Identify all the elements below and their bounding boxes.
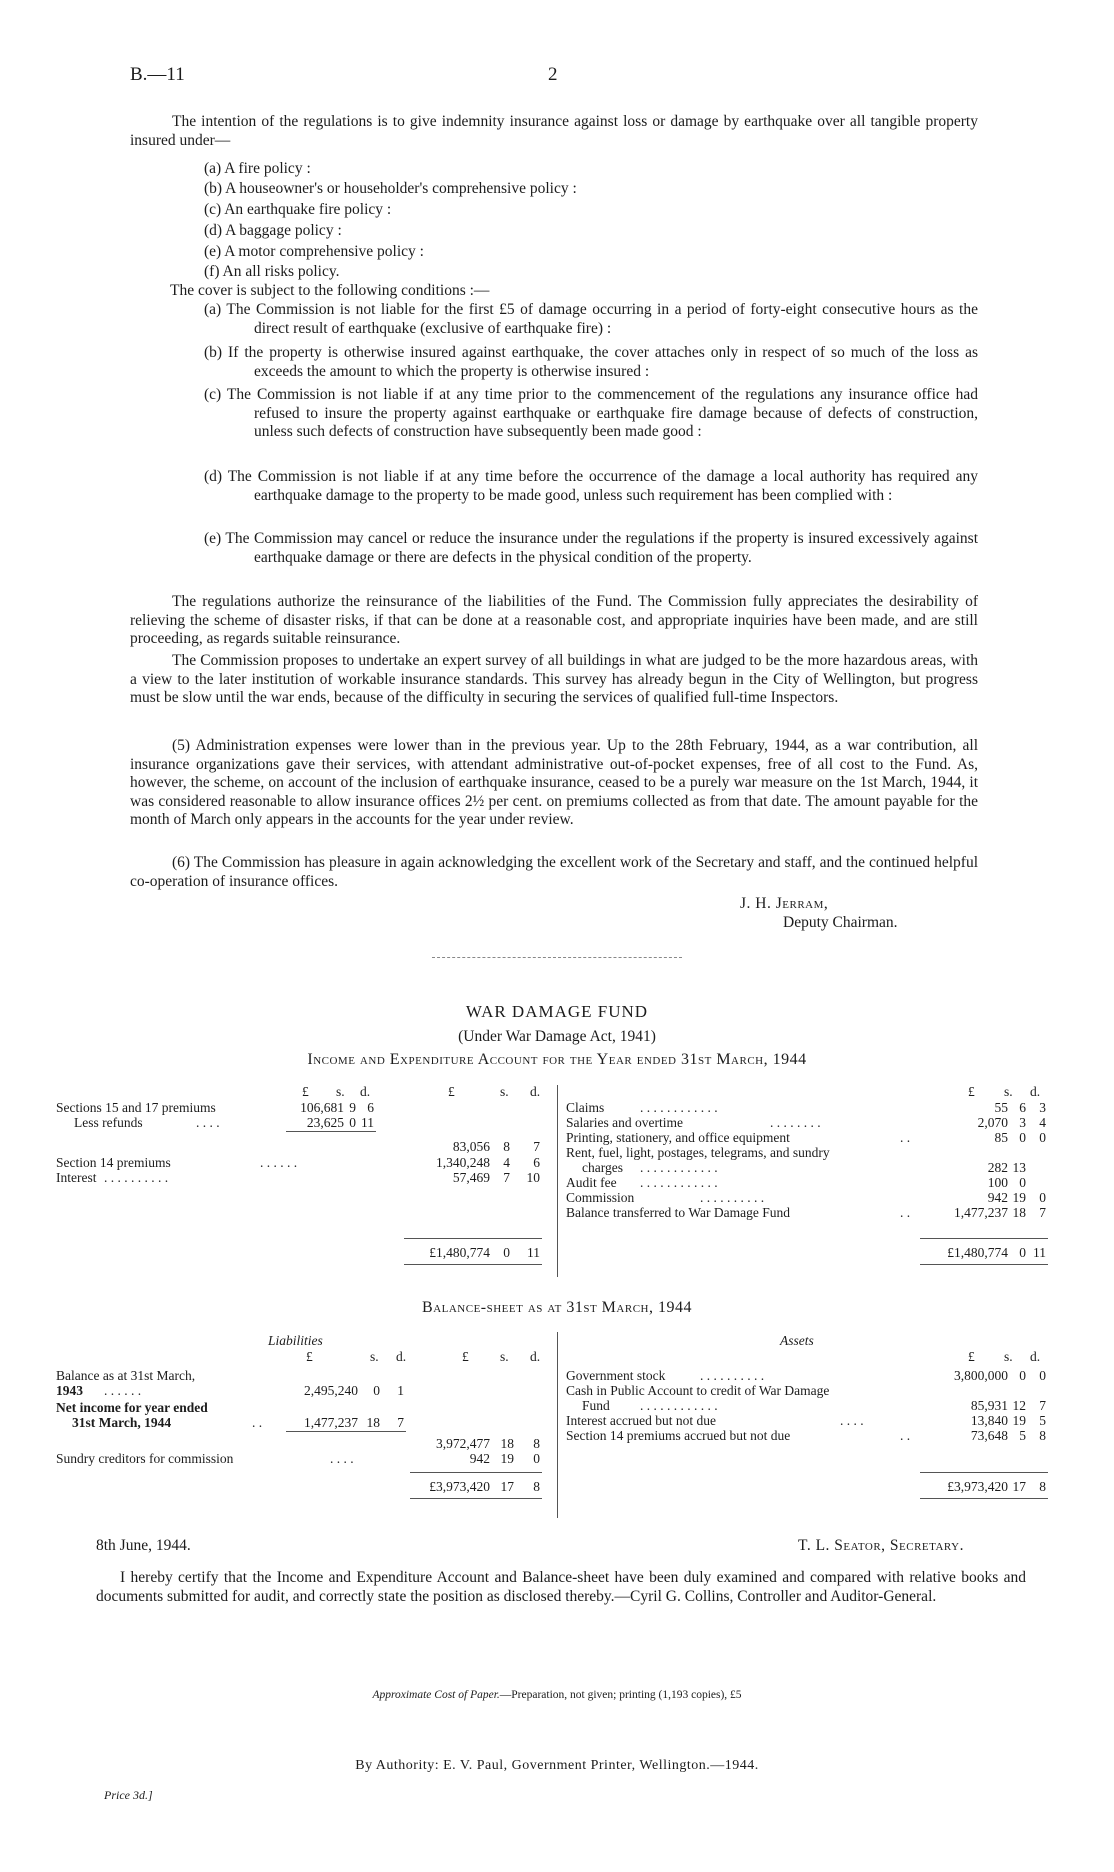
column-head: s.	[500, 1349, 509, 1364]
total-rule	[920, 1264, 1048, 1265]
expenditure-shillings: 19	[1012, 1190, 1026, 1205]
asset-label: Cash in Public Account to credit of War Damage	[566, 1383, 830, 1398]
fund-title: WAR DAMAGE FUND	[465, 1002, 649, 1021]
assets-total-shillings: 17	[1012, 1479, 1026, 1494]
leader-dots: . . . . . . . . . . . .	[640, 1398, 718, 1413]
column-head: d.	[530, 1084, 541, 1099]
income-pence: 11	[361, 1115, 374, 1130]
leader-dots: . . . . . . . . . .	[700, 1368, 765, 1383]
balance-sheet-title: Balance-sheet as at 31st March, 1944	[422, 1299, 692, 1316]
asset-shillings: 12	[1012, 1398, 1026, 1413]
expenditure-label: Audit fee	[566, 1175, 617, 1190]
expenditure-shillings: 0	[1019, 1130, 1026, 1145]
cost-note-label: Approximate Cost of Paper.	[372, 1689, 500, 1701]
expenditure-pounds: 100	[987, 1175, 1008, 1190]
liability-pounds: 3,972,477	[436, 1436, 490, 1451]
asset-label: Government stock	[566, 1368, 666, 1383]
liabilities-heading: Liabilities	[268, 1333, 323, 1348]
leader-dots: . . . .	[840, 1413, 864, 1428]
price-note: Price 3d.]	[104, 1788, 153, 1802]
expenditure-pence: 3	[1039, 1100, 1046, 1115]
column-head: £	[448, 1084, 455, 1099]
income-label: Less refunds	[74, 1115, 143, 1130]
section-divider	[432, 957, 682, 958]
expenditure-label: Commission	[566, 1190, 635, 1205]
total-rule	[404, 1238, 542, 1239]
liability-pence: 1	[397, 1383, 404, 1398]
total-rule	[920, 1498, 1048, 1499]
column-head: £	[306, 1349, 313, 1364]
liability-pounds: 2,495,240	[304, 1383, 358, 1398]
liability-label: Balance as at 31st March,	[56, 1368, 196, 1383]
asset-shillings: 0	[1019, 1368, 1026, 1383]
survey-paragraph: The Commission proposes to undertake an expert survey of all buildings in what are judged to be the more hazardous areas, with a view to the later institution of workable insurance standards. This survey has already begun in the City of Wellington, but progress must be slow until the war ends, because of the difficulty in securing the services of qualified full-time Inspectors.	[130, 652, 978, 707]
expenditure-pounds: 942	[987, 1190, 1008, 1205]
total-rule	[920, 1472, 1048, 1473]
printer-imprint: By Authority: E. V. Paul, Government Printer, Wellington.—1944.	[355, 1758, 759, 1773]
policy-item: (d) A baggage policy :	[204, 222, 342, 239]
condition-item: (c) The Commission is not liable if at any time prior to the commencement of the regulations any insurance office had refused to insure the property against earthquake or earthquake fire damage because of defects of construction, unless such defects of construction have subsequently been made good :	[204, 386, 978, 441]
expenditure-total-shillings: 0	[1019, 1245, 1026, 1260]
policy-item: (c) An earthquake fire policy :	[204, 201, 392, 218]
condition-item: (a) The Commission is not liable for the first £5 of damage occurring in a period of forty-eight consecutive hours as the direct result of earthquake (exclusive of earthquake fire) :	[204, 301, 978, 337]
policy-item: (e) A motor comprehensive policy :	[204, 243, 424, 260]
expenditure-label: Balance transferred to War Damage Fund	[566, 1205, 790, 1220]
fund-act: (Under War Damage Act, 1941)	[458, 1028, 656, 1045]
reinsurance-paragraph: The regulations authorize the reinsurance of the liabilities of the Fund. The Commission fully appreciates the desirability of relieving the scheme of disaster risks, if that can be done at a reasonable cost, and appropriate inquiries have been made, and are still proceeding, as regards suitable reinsurance.	[130, 593, 978, 648]
income-pounds: 83,056	[452, 1139, 490, 1154]
subtotal-rule	[286, 1131, 376, 1132]
column-head: £	[968, 1349, 975, 1364]
expenditure-pounds: 1,477,237	[954, 1205, 1008, 1220]
condition-item: (e) The Commission may cancel or reduce the insurance under the regulations if the property is insured excessively against earthquake damage or there are defects in the physical condition of the property.	[204, 530, 978, 566]
asset-pence: 5	[1039, 1413, 1046, 1428]
asset-label: Fund	[582, 1398, 610, 1413]
assets-total-pounds: £3,973,420	[947, 1479, 1008, 1494]
asset-pence: 8	[1039, 1428, 1046, 1443]
liabilities-total-pounds: £3,973,420	[429, 1479, 490, 1494]
asset-pounds: 73,648	[970, 1428, 1008, 1443]
asset-pence: 0	[1039, 1368, 1046, 1383]
expenditure-label: Printing, stationery, and office equipment	[566, 1130, 790, 1145]
expenditure-pounds: 55	[994, 1100, 1008, 1115]
condition-item: (d) The Commission is not liable if at any time before the occurrence of the damage a local authority has required any earthquake damage to the property to be made good, unless such requirement has been complied with :	[204, 468, 978, 504]
leader-dots: . .	[900, 1205, 911, 1220]
asset-pounds: 13,840	[970, 1413, 1008, 1428]
income-shillings: 9	[349, 1100, 356, 1115]
liability-shillings: 18	[366, 1415, 380, 1430]
asset-pounds: 3,800,000	[954, 1368, 1008, 1383]
document-reference: B.—11	[130, 64, 185, 85]
asset-pounds: 85,931	[970, 1398, 1008, 1413]
income-total-pence: 11	[527, 1245, 540, 1260]
expenditure-pounds: 282	[987, 1160, 1008, 1175]
liabilities-total-pence: 8	[533, 1479, 540, 1494]
expenditure-label: Claims	[566, 1100, 605, 1115]
page-number: 2	[548, 64, 558, 85]
income-shillings: 0	[349, 1115, 356, 1130]
column-head: d.	[1030, 1084, 1041, 1099]
leader-dots: . . . . . . . . . . . .	[640, 1100, 718, 1115]
liability-shillings: 19	[500, 1451, 514, 1466]
policy-item: (f) An all risks policy.	[204, 263, 340, 280]
liabilities-total-shillings: 17	[500, 1479, 514, 1494]
account-title: Income and Expenditure Account for the Year ended 31st March, 1944	[307, 1051, 807, 1068]
income-label: Sections 15 and 17 premiums	[56, 1100, 216, 1115]
expenditure-total-pounds: £1,480,774	[947, 1245, 1008, 1260]
expenditure-label: charges	[582, 1160, 623, 1175]
expenditure-shillings: 18	[1012, 1205, 1026, 1220]
income-pounds: 23,625	[306, 1115, 344, 1130]
expenditure-label: Rent, fuel, light, postages, telegrams, and sundry	[566, 1145, 830, 1160]
leader-dots: . . . . . . . . . . . .	[640, 1160, 718, 1175]
expenditure-label: Salaries and overtime	[566, 1115, 683, 1130]
column-head: s.	[500, 1084, 509, 1099]
column-head: d.	[1030, 1349, 1041, 1364]
income-pence: 10	[526, 1170, 540, 1185]
liability-label: 31st March, 1944	[72, 1415, 172, 1430]
leader-dots: . . . . . . . .	[770, 1115, 821, 1130]
expenditure-pence: 4	[1039, 1115, 1046, 1130]
expenditure-shillings: 6	[1019, 1100, 1026, 1115]
column-head: s.	[1004, 1084, 1013, 1099]
total-rule	[920, 1238, 1048, 1239]
total-rule	[404, 1264, 542, 1265]
income-total-shillings: 0	[503, 1245, 510, 1260]
income-label: Section 14 premiums	[56, 1155, 171, 1170]
column-head: d.	[360, 1084, 371, 1099]
administration-paragraph: (5) Administration expenses were lower than in the previous year. Up to the 28th February, 1944, as a war contribution, all insurance organizations gave their services, with attendant administrative out-of-pocket expenses, free of all cost to the Fund. As, however, the scheme, on account of the inclusion of earthquake insurance, ceased to be a purely war measure on the 1st March, 1944, it was considered reasonable to allow insurance offices 2½ per cent. on premiums collected as from that date. The amount payable for the month of March only appears in the accounts for the year under review.	[130, 737, 978, 829]
policy-item: (b) A houseowner's or householder's comprehensive policy :	[204, 180, 577, 197]
income-pounds: 57,469	[452, 1170, 490, 1185]
expenditure-pounds: 85	[994, 1130, 1008, 1145]
liability-label: 1943	[56, 1383, 83, 1398]
column-head: s.	[370, 1349, 379, 1364]
liability-pence: 7	[397, 1415, 404, 1430]
leader-dots: . .	[900, 1130, 911, 1145]
acknowledgement-paragraph: (6) The Commission has pleasure in again acknowledging the excellent work of the Secretary and staff, and the continued helpful co-operation of insurance offices.	[130, 854, 978, 890]
liability-pence: 0	[533, 1451, 540, 1466]
column-head: s.	[336, 1084, 345, 1099]
expenditure-pence: 0	[1039, 1130, 1046, 1145]
liability-label: Net income for year ended	[56, 1400, 208, 1415]
audit-certificate: I hereby certify that the Income and Expenditure Account and Balance-sheet have been duly examined and compared with relative books and documents submitted for audit, and correctly state the position as disclosed thereby.—Cyril G. Collins, Controller and Auditor-General.	[96, 1569, 1026, 1605]
asset-pence: 7	[1039, 1398, 1046, 1413]
balance-sheet-divider	[557, 1332, 558, 1518]
column-head: £	[302, 1084, 309, 1099]
assets-heading: Assets	[780, 1333, 814, 1348]
account-divider	[557, 1085, 558, 1277]
leader-dots: . . . . . .	[104, 1383, 142, 1398]
income-pounds: 106,681	[300, 1100, 344, 1115]
total-rule	[410, 1498, 542, 1499]
column-head: s.	[1004, 1349, 1013, 1364]
leader-dots: . . . . . . . . . .	[700, 1190, 765, 1205]
liability-shillings: 18	[500, 1436, 514, 1451]
income-pounds: 1,340,248	[436, 1155, 490, 1170]
income-label: Interest	[56, 1170, 97, 1185]
column-head: £	[462, 1349, 469, 1364]
asset-shillings: 19	[1012, 1413, 1026, 1428]
leader-dots: . . . . . . . . . .	[104, 1170, 169, 1185]
cost-note	[0, 1689, 1114, 1701]
expenditure-shillings: 0	[1019, 1175, 1026, 1190]
income-shillings: 4	[503, 1155, 510, 1170]
cover-intro: The cover is subject to the following conditions :—	[170, 282, 490, 299]
income-pence: 6	[367, 1100, 374, 1115]
income-pence: 7	[533, 1139, 540, 1154]
leader-dots: . . . . . . . . . . . .	[640, 1175, 718, 1190]
asset-label: Interest accrued but not due	[566, 1413, 716, 1428]
income-pence: 6	[533, 1155, 540, 1170]
leader-dots: . .	[900, 1428, 911, 1443]
cost-note-text: —Preparation, not given; printing (1,193 copies), £5	[499, 1689, 742, 1701]
leader-dots: . . . . . .	[260, 1155, 298, 1170]
liability-pounds: 1,477,237	[304, 1415, 358, 1430]
liability-pounds: 942	[469, 1451, 490, 1466]
liability-shillings: 0	[373, 1383, 380, 1398]
secretary-signature: T. L. Seator, Secretary.	[798, 1537, 964, 1554]
expenditure-pounds: 2,070	[977, 1115, 1008, 1130]
expenditure-pence: 7	[1039, 1205, 1046, 1220]
intro-paragraph: The intention of the regulations is to give indemnity insurance against loss or damage by earthquake over all tangible property insured under—	[130, 113, 978, 149]
condition-item: (b) If the property is otherwise insured against earthquake, the cover attaches only in respect of so much of the loss as exceeds the amount to which the property is otherwise insured :	[204, 344, 978, 380]
liability-label: Sundry creditors for commission	[56, 1451, 234, 1466]
income-shillings: 7	[503, 1170, 510, 1185]
expenditure-total-pence: 11	[1033, 1245, 1046, 1260]
expenditure-pence: 0	[1039, 1190, 1046, 1205]
leader-dots: . .	[252, 1415, 263, 1430]
signatory-name: J. H. Jerram,	[740, 895, 829, 912]
expenditure-shillings: 3	[1019, 1115, 1026, 1130]
signatory-title: Deputy Chairman.	[783, 914, 898, 931]
column-head: £	[968, 1084, 975, 1099]
column-head: d.	[530, 1349, 541, 1364]
expenditure-shillings: 13	[1012, 1160, 1026, 1175]
subtotal-rule	[286, 1431, 406, 1432]
income-total-pounds: £1,480,774	[429, 1245, 490, 1260]
liability-pence: 8	[533, 1436, 540, 1451]
report-date: 8th June, 1944.	[96, 1537, 191, 1554]
leader-dots: . . . .	[196, 1115, 220, 1130]
income-shillings: 8	[503, 1139, 510, 1154]
policy-item: (a) A fire policy :	[204, 160, 311, 177]
leader-dots: . . . .	[330, 1451, 354, 1466]
total-rule	[410, 1472, 542, 1473]
asset-label: Section 14 premiums accrued but not due	[566, 1428, 791, 1443]
column-head: d.	[396, 1349, 407, 1364]
asset-shillings: 5	[1019, 1428, 1026, 1443]
assets-total-pence: 8	[1039, 1479, 1046, 1494]
